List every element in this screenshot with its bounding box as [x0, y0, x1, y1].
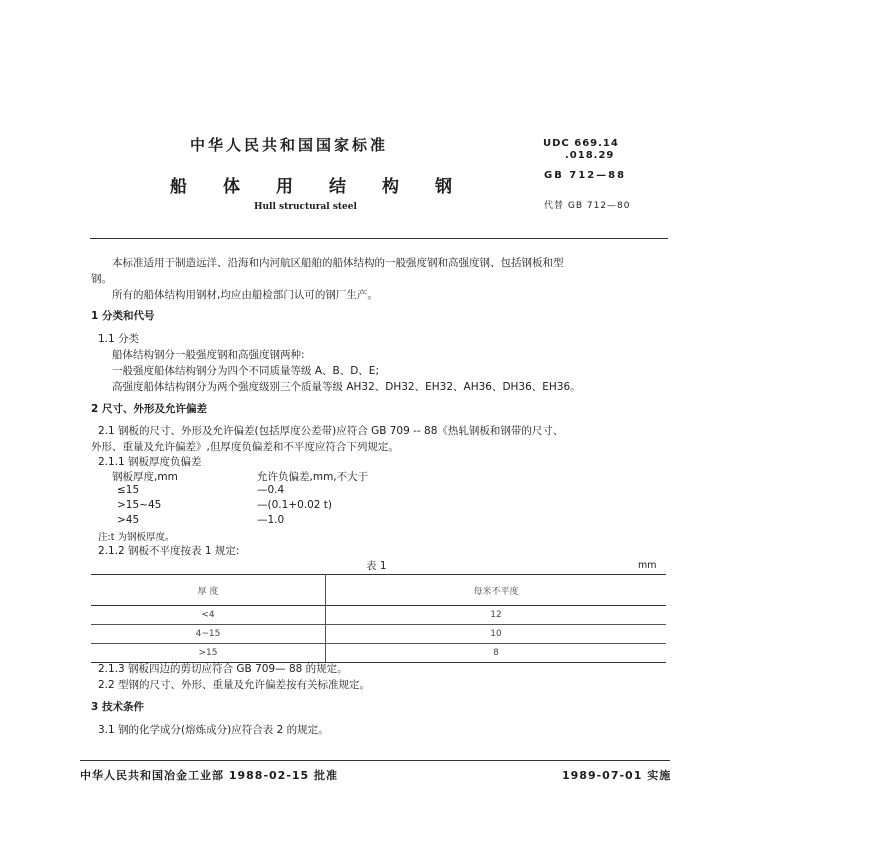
table-cell-thickness: >15 — [91, 644, 326, 663]
thickness-col-header: 钢板厚度,mm — [112, 471, 178, 483]
table-cell-thickness: <4 — [91, 606, 326, 625]
deviation-col-header: 允许负偏差,mm,不大于 — [257, 471, 369, 483]
table-cell-flatness: 10 — [326, 625, 667, 644]
section-2-1-2-heading: 2.1.2 钢板不平度按表 1 规定: — [98, 545, 240, 557]
section-2-2: 2.2 型钢的尺寸、外形、重量及允许偏差按有关标准规定。 — [98, 679, 371, 691]
section-3-1: 3.1 钢的化学成分(熔炼成分)应符合表 2 的规定。 — [98, 724, 329, 736]
section-2-1-3: 2.1.3 钢板四边的剪切应符合 GB 709— 88 的规定。 — [98, 663, 348, 675]
gb-number: GB 712—88 — [544, 170, 627, 181]
footer-rule — [80, 760, 670, 761]
section-2-heading: 2 尺寸、外形及允许偏差 — [91, 403, 207, 415]
udc-line-1: UDC 669.14 — [543, 138, 619, 149]
approval-line: 中华人民共和国冶金工业部 1988-02-15 批准 — [80, 769, 339, 782]
replaces-standard: 代替 GB 712—80 — [544, 201, 631, 211]
table-cell-thickness: 4~15 — [91, 625, 326, 644]
section-2-1-line-1: 2.1 钢板的尺寸、外形及允许偏差(包括厚度公差带)应符合 GB 709 -- 88《热轧钢板和钢带的尺寸、 — [98, 425, 564, 437]
section-1-line-2: 一般强度船体结构钢分为四个不同质量等级 A、B、D、E; — [112, 365, 379, 377]
flatness-table — [91, 574, 666, 663]
standard-name: 船体用结构钢 — [170, 177, 488, 197]
section-1-line-3: 高强度船体结构钢分为两个强度级别三个质量等级 AH32、DH32、EH32、AH36、DH36、EH36。 — [112, 381, 581, 393]
table-header-thickness: 厚 度 — [91, 575, 326, 606]
table-header-flatness: 每米不平度 — [326, 575, 667, 606]
implementation-date: 1989-07-01 实施 — [562, 769, 672, 782]
intro-line-1: 本标准适用于制造远洋、沿海和内河航区船舶的船体结构的一般强度钢和高强度钢、包括钢板和型 — [112, 257, 564, 269]
table-row — [91, 625, 666, 644]
section-2-1-line-2: 外形、重量及允许偏差》,但厚度负偏差和不平度应符合下列规定。 — [91, 441, 399, 453]
table-header-row — [91, 575, 666, 606]
section-2-1-1-heading: 2.1.1 钢板厚度负偏差 — [98, 456, 202, 468]
udc-line-2: .018.29 — [565, 150, 615, 161]
intro-line-3: 所有的船体结构用钢材,均应由船检部门认可的钢厂生产。 — [112, 289, 378, 301]
thickness-note: 注:t 为钢板厚度。 — [98, 532, 175, 543]
section-1-line-1: 船体结构钢分一般强度钢和高强度钢两种: — [112, 349, 305, 361]
deviation-cell: —(0.1+0.02 t) — [257, 499, 333, 511]
thickness-cell: >45 — [117, 514, 140, 526]
table-cell-flatness: 8 — [326, 644, 667, 663]
intro-line-2: 钢。 — [91, 273, 112, 285]
table-row — [91, 606, 666, 625]
section-1-1-heading: 1.1 分类 — [98, 333, 140, 345]
table-1-caption: 表 1 — [366, 560, 387, 572]
table-1-unit: mm — [638, 560, 657, 571]
deviation-cell: —0.4 — [257, 484, 285, 496]
section-1-heading: 1 分类和代号 — [91, 310, 155, 322]
thickness-cell: ≤15 — [117, 484, 140, 496]
standard-name-en: Hull structural steel — [254, 202, 357, 212]
section-3-heading: 3 技术条件 — [91, 701, 144, 713]
table-cell-flatness: 12 — [326, 606, 667, 625]
standard-title: 中华人民共和国国家标准 — [190, 136, 389, 154]
thickness-cell: >15~45 — [117, 499, 162, 511]
deviation-cell: —1.0 — [257, 514, 285, 526]
header-rule — [90, 238, 668, 239]
table-row — [91, 644, 666, 663]
